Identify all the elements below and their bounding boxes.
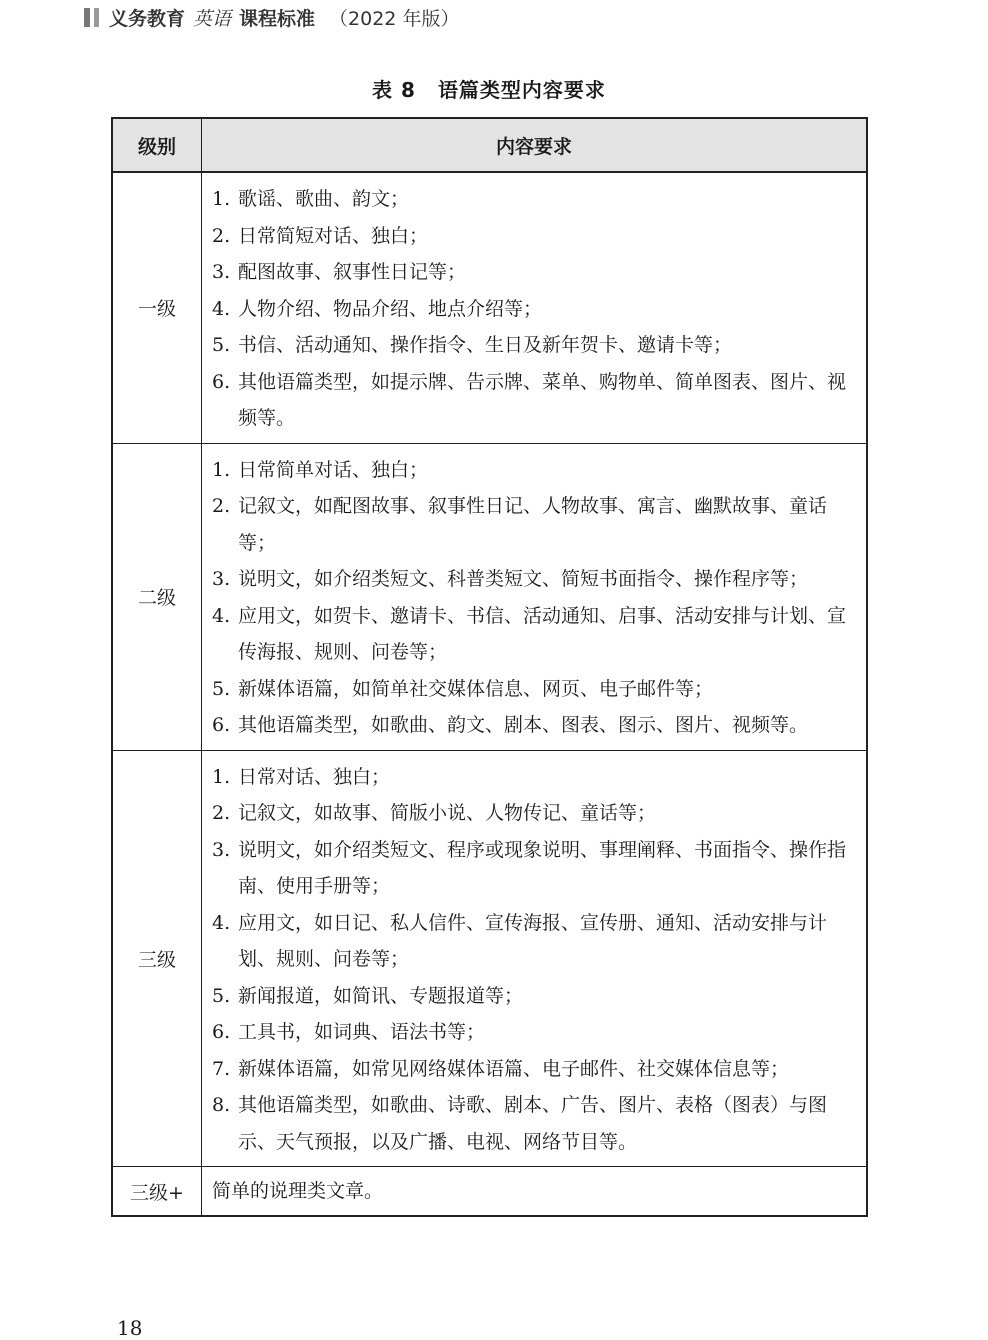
item-text: 歌谣、歌曲、韵文； [238,188,410,210]
item-number: 3. [212,261,231,283]
list-item [212,905,858,978]
table-header-row [112,118,867,172]
item-number: 4. [212,604,231,627]
header-bars-decoration [84,8,99,27]
item-text: 应用文，如日记、私人信件、宣传海报、宣传册、通知、活动安排与计划、规则、问卷等； [238,911,828,970]
item-number: 6. [212,370,231,393]
item-text: 说明文，如介绍类短文、程序或现象说明、事理阐释、书面指令、操作指南、使用手册等； [238,838,847,897]
header-title-subject: 英语 [193,7,232,30]
level-cell: 一级 [112,172,202,443]
list-item [212,218,858,255]
item-text: 工具书，如词典、语法书等； [238,1021,486,1043]
table-row [112,172,867,443]
requirements-table [111,117,868,1217]
header-title-part1: 义务教育 [109,7,186,30]
list-item [212,832,858,905]
level-cell: 三级+ [112,1167,202,1217]
list-item [212,452,858,489]
list-item [212,978,858,1015]
table-row [112,750,867,1167]
item-text: 新媒体语篇，如常见网络媒体语篇、电子邮件、社交媒体信息等； [238,1057,790,1080]
list-item [212,1051,858,1088]
content-cell [202,750,868,1167]
item-text: 书信、活动通知、操作指令、生日及新年贺卡、邀请卡等； [238,334,733,356]
running-header [84,4,459,30]
table-number: 表 8 [372,78,416,102]
content-cell: 简单的说理类文章。 [202,1167,868,1217]
item-text: 日常简短对话、独白； [238,224,429,247]
item-text: 日常对话、独白； [238,765,391,788]
item-number: 2. [212,495,231,517]
item-number: 6. [212,714,231,736]
list-item [212,795,858,832]
list-item [212,707,858,744]
item-text: 说明文，如介绍类短文、科普类短文、简短书面指令、操作程序等； [238,568,809,590]
level-cell: 二级 [112,443,202,750]
list-item [212,291,858,328]
content-cell [202,443,868,750]
list-item [212,561,858,598]
item-number: 4. [212,911,231,934]
content-cell [202,172,868,443]
item-number: 2. [212,224,231,247]
item-number: 5. [212,677,231,700]
item-text: 记叙文，如配图故事、叙事性日记、人物故事、寓言、幽默故事、童话等； [238,495,828,554]
level-cell: 三级 [112,750,202,1167]
item-text: 其他语篇类型，如歌曲、诗歌、剧本、广告、图片、表格（图表）与图示、天气预报，以及广播、电视、网络节目等。 [238,1094,828,1153]
list-item [212,671,858,708]
header-title-part3: 课程标准 [239,7,316,30]
list-item [212,254,858,291]
list-item [212,181,858,218]
header-content: 内容要求 [202,118,868,172]
item-number: 1. [212,458,231,481]
list-item [212,759,858,796]
item-number: 3. [212,838,231,861]
item-text: 其他语篇类型，如提示牌、告示牌、菜单、购物单、简单图表、图片、视频等。 [238,370,847,429]
item-number: 2. [212,802,231,824]
item-text: 新闻报道，如简讯、专题报道等； [238,984,524,1007]
item-text: 新媒体语篇，如简单社交媒体信息、网页、电子邮件等； [238,677,714,700]
table-row [112,443,867,750]
item-number: 5. [212,984,231,1007]
item-number: 7. [212,1057,231,1080]
item-number: 4. [212,297,231,320]
item-number: 5. [212,334,231,356]
list-item [212,327,858,364]
list-item [212,364,858,437]
item-number: 1. [212,765,231,788]
table-row-level-3-plus [112,1167,867,1217]
item-text: 日常简单对话、独白； [238,458,429,481]
item-number: 6. [212,1021,231,1043]
item-text: 人物介绍、物品介绍、地点介绍等； [238,297,543,320]
item-number: 1. [212,188,231,210]
item-text: 配图故事、叙事性日记等； [238,261,467,283]
header-level: 级别 [112,118,202,172]
list-item [212,598,858,671]
list-item [212,1087,858,1160]
item-number: 3. [212,568,231,590]
table-caption [0,74,978,103]
page-number: 18 [117,1316,143,1340]
list-item [212,1014,858,1051]
list-item [212,488,858,561]
table-name: 语篇类型内容要求 [437,78,606,102]
header-edition: （2022 年版） [329,7,460,30]
item-text: 其他语篇类型，如歌曲、韵文、剧本、图表、图示、图片、视频等。 [238,714,809,736]
item-text: 记叙文，如故事、简版小说、人物传记、童话等； [238,802,657,824]
item-text: 应用文，如贺卡、邀请卡、书信、活动通知、启事、活动安排与计划、宣传海报、规则、问卷等； [238,604,847,663]
item-number: 8. [212,1094,231,1116]
